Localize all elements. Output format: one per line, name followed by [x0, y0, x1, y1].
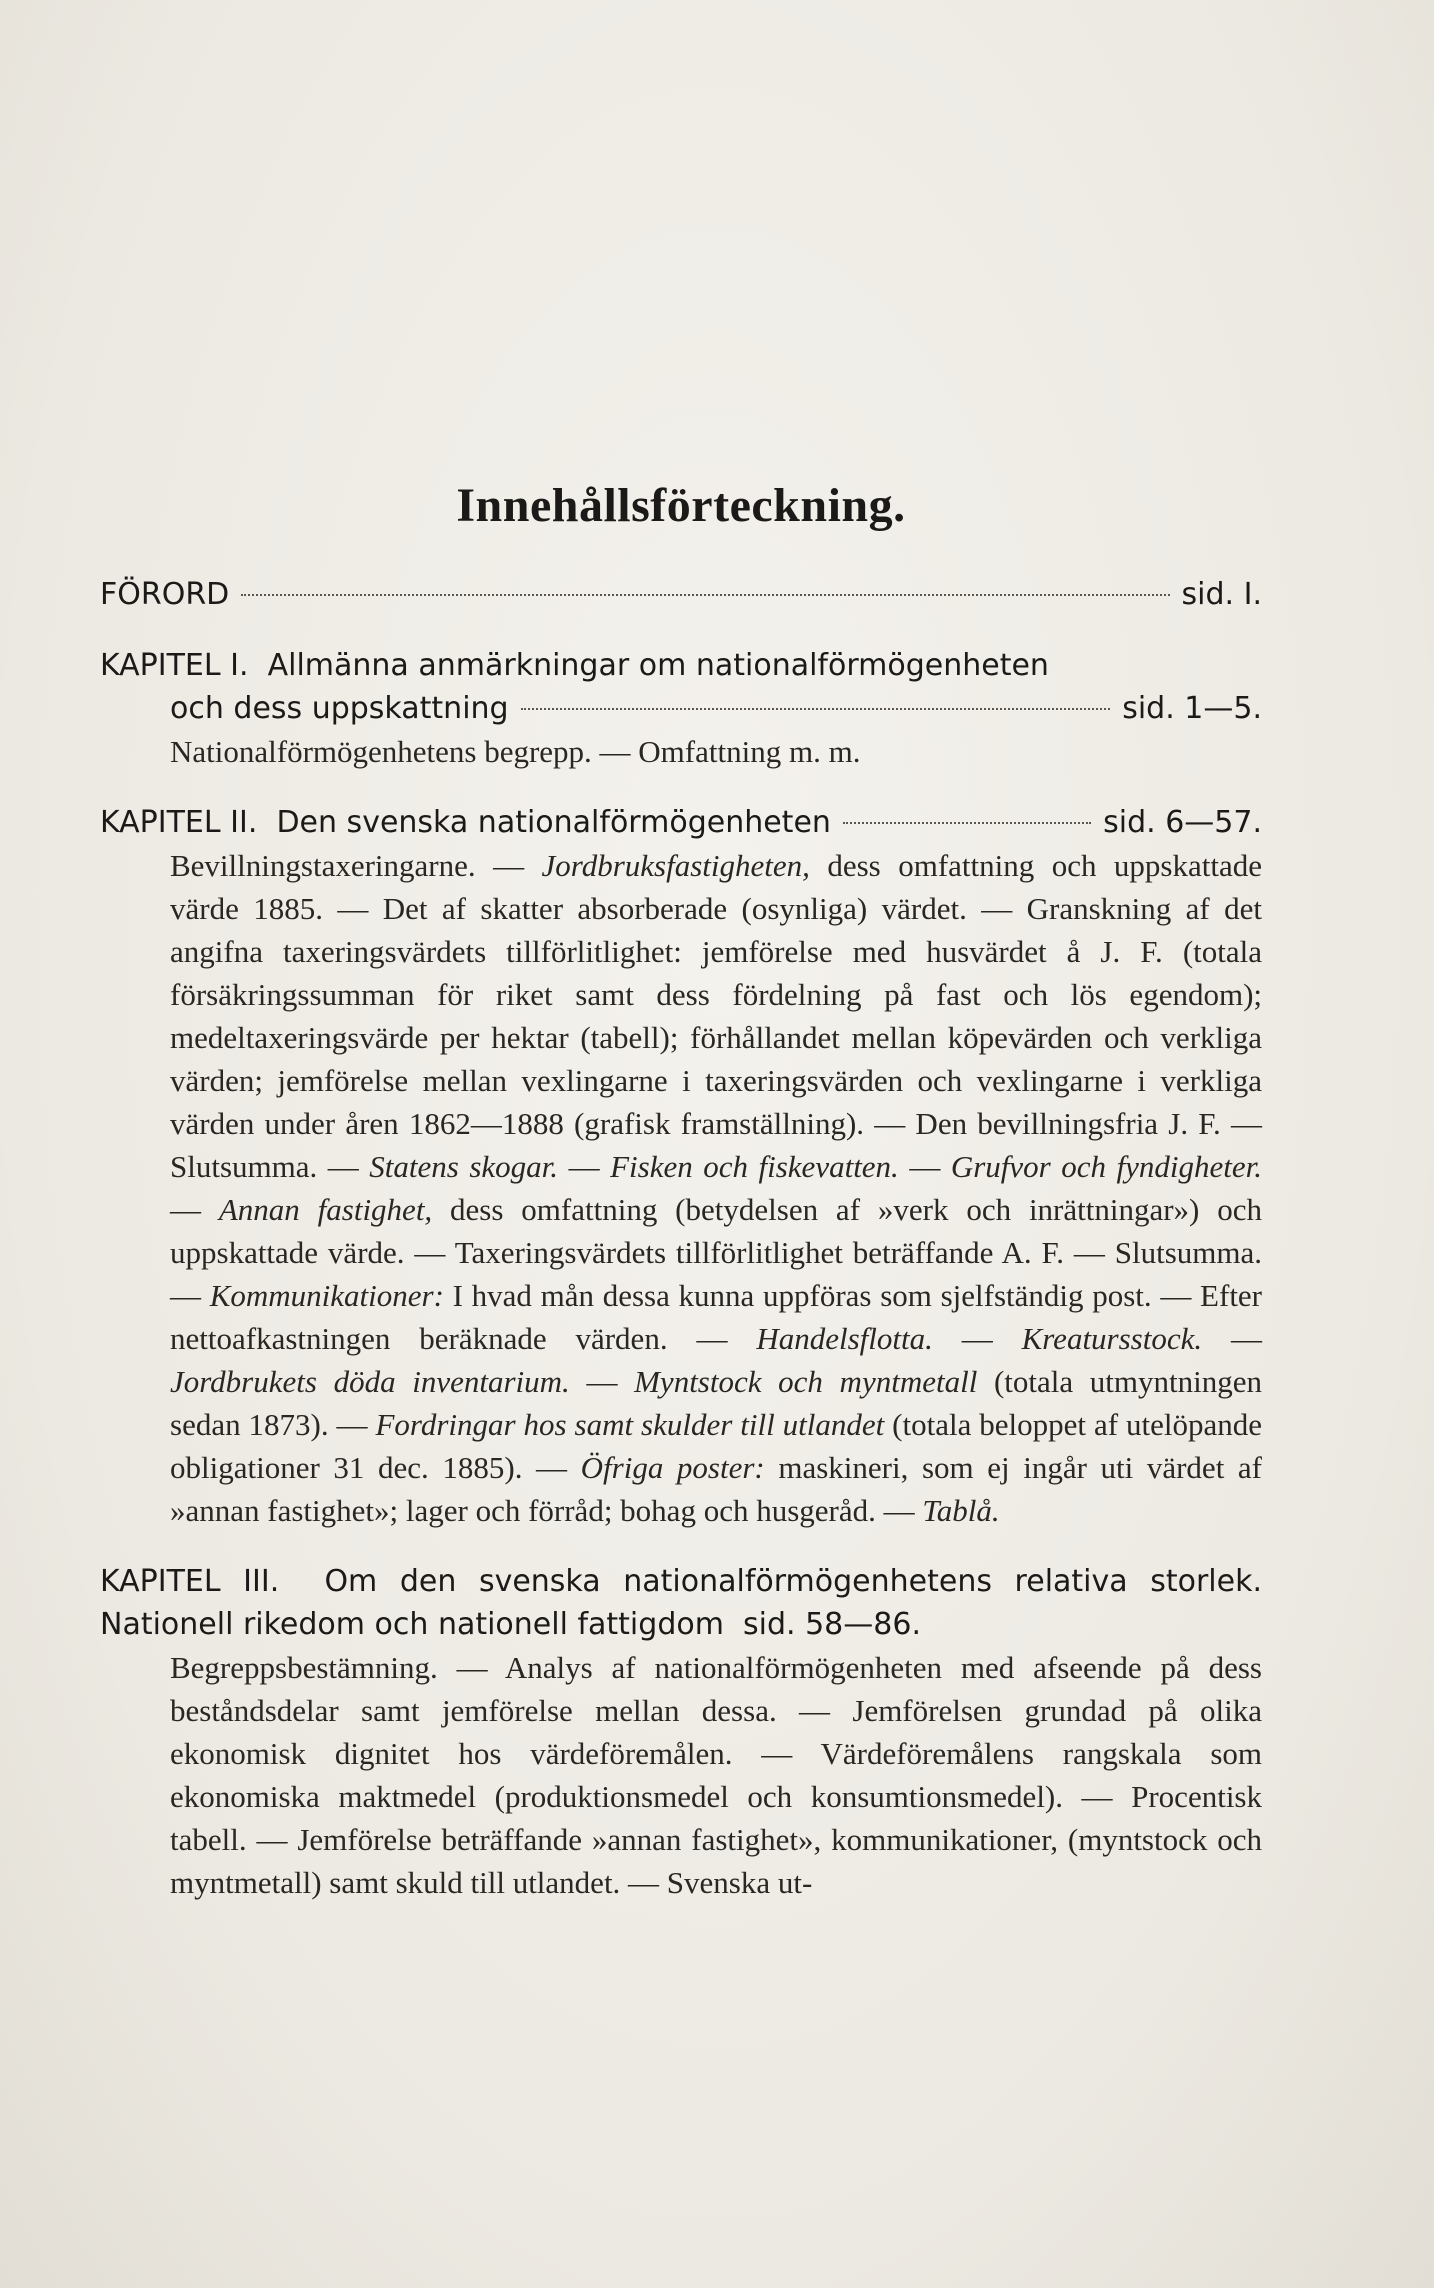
description-text: dess omfattning (betydelsen af »verk och inrättningar») och uppskattade värde. — Taxeringsvärdets tillförlitlighet beträffande A. F. — Slutsumma. — [170, 1192, 1262, 1313]
italic-subject: Grufvor och fyndigheter. [950, 1149, 1263, 1184]
description-text: Bevillningstaxeringarne. — [170, 848, 542, 883]
italic-subject: Jordbrukets döda inventarium. [170, 1364, 570, 1399]
description-text: Nationalförmögenhetens begrepp. — Omfattning m. m. [170, 734, 861, 769]
description-text: I hvad mån dessa kunna uppföras som sjelfständig post. — Efter nettoafkastningen beräknade värden. — [170, 1278, 1263, 1356]
chapter-description [170, 1646, 1262, 1904]
italic-subject: Fisken och fiskevatten. [610, 1149, 899, 1184]
dot-leader [241, 594, 1169, 596]
chapter-page: sid. 6—57. [1103, 805, 1262, 840]
italic-subject: Tablå. [922, 1493, 1000, 1528]
chapter-page: sid. 1—5. [1122, 691, 1262, 726]
description-text: — [558, 1149, 611, 1184]
italic-subject: Kommunikationer: [209, 1278, 444, 1313]
chapter-label: KAPITEL I. [100, 648, 249, 683]
toc-entry-kapitel-3 [100, 1560, 1262, 1904]
description-text: — [569, 1364, 635, 1399]
chapter-title-cont: och dess uppskattning [170, 691, 509, 726]
toc-entry-forord [100, 573, 1262, 616]
chapter-label: KAPITEL II. [100, 805, 258, 840]
description-text: Begreppsbestämning. — Analys af nationalförmögenheten med afseende på dess beståndsdelar samt jemförelse mellan dessa. — Jemförelsen grundad på olika ekonomisk dignitet hos värdeföremålen. — Värdeföremålens rangskala som ekonomiska maktmedel (produktionsmedel och konsumtionsmedel). — Procentisk tabell. — Jemförelse beträffande »annan fastighet», kommunikationer, (myntstock och myntmetall) samt skuld till utlandet. — Svenska ut- [170, 1650, 1262, 1900]
chapter-title: Den svenska nationalförmögenheten [276, 805, 831, 840]
italic-subject: Jordbruksfastigheten, [541, 848, 810, 883]
forord-page: sid. I. [1181, 577, 1262, 612]
description-text: (totala utmyntningen sedan 1873). — [170, 1364, 1263, 1442]
chapter-description [170, 844, 1262, 1532]
italic-subject: Myntstock och myntmetall [634, 1364, 978, 1399]
description-text: — [1202, 1321, 1263, 1356]
italic-subject: Öfriga poster: [580, 1450, 765, 1485]
chapter-title: Allmänna anmärkningar om nationalförmögenheten [267, 648, 1049, 683]
forord-label: FÖRORD [100, 577, 230, 612]
description-text: — [898, 1149, 951, 1184]
dot-leader [843, 822, 1091, 824]
italic-subject: Handelsflotta. [756, 1321, 933, 1356]
chapter-title: Om den svenska nationalförmögenhetens relativa storlek. Nationell rikedom och nationell fattigdom [100, 1564, 1263, 1642]
toc-entry-kapitel-2 [100, 801, 1262, 1532]
description-text: — [932, 1321, 1022, 1356]
description-text: dess omfattning och uppskattade värde 1885. — Det af skatter absorberade (osynliga) värdet. — Granskning af det angifna taxeringsvärdets tillförlitlighet: jemförelse med husvärdet å J. F. (totala försäkringssumman för riket samt dess fördelning på fast och lös egendom); medeltaxeringsvärde per hektar (tabell); förhållandet mellan köpevärden och verkliga värden; jemförelse mellan vexlingarne i taxeringsvärden och vexlingarne i verkliga värden under åren 1862—1888 (grafisk framställning). — Den bevillningsfria J. F. — Slutsumma. — [170, 848, 1262, 1184]
chapter-label: KAPITEL III. [100, 1564, 280, 1599]
chapter-page: sid. 58—86. [743, 1607, 921, 1642]
description-text: (totala beloppet af utelöpande obligationer 31 dec. 1885). — [170, 1407, 1262, 1485]
italic-subject: Annan fastighet, [218, 1192, 433, 1227]
description-text: maskineri, som ej ingår uti värdet af »annan fastighet»; lager och förråd; bohag och husgeråd. — [170, 1450, 1262, 1528]
description-text: — [170, 1192, 219, 1227]
italic-subject: Statens skogar. [369, 1149, 559, 1184]
dot-leader [521, 708, 1111, 710]
chapter-description [170, 730, 1262, 773]
italic-subject: Fordringar hos samt skulder till utlandet [375, 1407, 885, 1442]
italic-subject: Kreatursstock. [1021, 1321, 1203, 1356]
toc-entry-kapitel-1 [100, 644, 1262, 773]
page-title: Innehållsförteckning. [456, 479, 906, 532]
table-of-contents [100, 478, 1262, 1904]
